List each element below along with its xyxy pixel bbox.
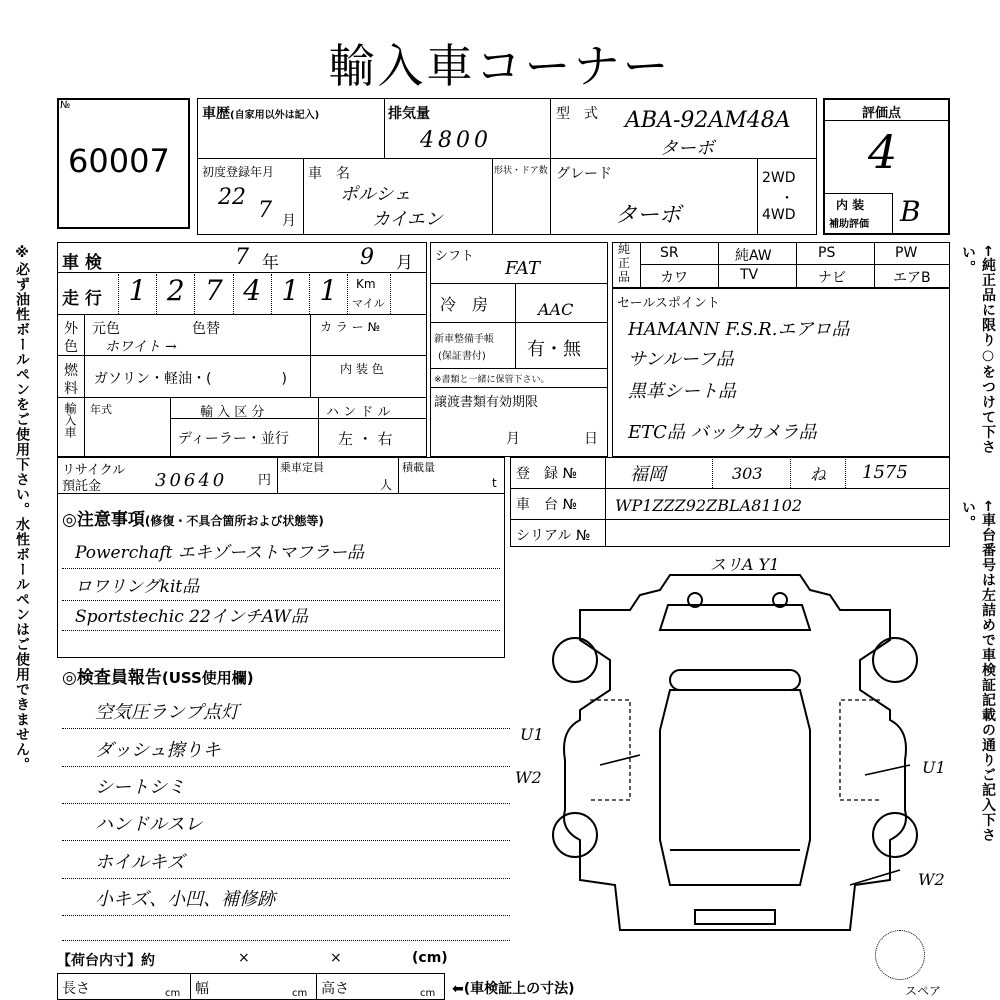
shaken-year: 7 bbox=[235, 245, 249, 270]
exterior-change-label: 色替 bbox=[192, 321, 220, 337]
inspector-line: 小キズ、小凹、補修跡 bbox=[95, 889, 276, 910]
fuel-label-bottom: 料 bbox=[64, 381, 78, 397]
recycle-label1: リサイクル bbox=[62, 463, 126, 478]
manual-label1: 新車整備手帳 bbox=[434, 334, 494, 345]
spare-circle bbox=[875, 930, 925, 980]
opt-sr: SR bbox=[660, 245, 679, 261]
car-name-label: 車 名 bbox=[308, 166, 350, 182]
registration-kana: ね bbox=[810, 465, 827, 484]
shaken-year-unit: 年 bbox=[262, 253, 279, 273]
car-damage-diagram bbox=[520, 550, 950, 950]
transfer-day-unit: 日 bbox=[584, 431, 598, 447]
recycle-label2: 預託金 bbox=[62, 479, 102, 494]
exterior-label-bottom: 色 bbox=[64, 339, 78, 355]
score-value: 4 bbox=[868, 125, 898, 179]
manual-value: 有・無 bbox=[527, 339, 581, 360]
dims-length: 長さ bbox=[62, 981, 90, 997]
mileage-digit: 7 bbox=[194, 274, 232, 314]
exterior-orig-value: ホワイト → bbox=[105, 339, 177, 355]
dims-height: 高さ bbox=[321, 981, 349, 997]
displacement-label: 排気量 bbox=[388, 106, 430, 122]
pure-label: 純 正 品 bbox=[618, 242, 631, 284]
capacity-label: 乗車定員 bbox=[280, 461, 324, 474]
interior-value: B bbox=[900, 195, 921, 228]
opt-pw: PW bbox=[895, 245, 918, 261]
fuel-label-top: 燃 bbox=[64, 363, 78, 379]
shift-value: FAT bbox=[505, 258, 540, 279]
aircon-value: AAC bbox=[538, 300, 574, 319]
diagram-mark: U1 bbox=[520, 725, 544, 744]
manual-note: ※書類と一緒に保管下さい。 bbox=[434, 375, 550, 385]
mileage-digit: 1 bbox=[118, 274, 156, 314]
drive-2wd: 2WD bbox=[762, 170, 796, 186]
shaken-label: 車 検 bbox=[62, 253, 102, 273]
diagram-mark: W2 bbox=[515, 768, 542, 787]
handle-label: ハ ン ド ル bbox=[326, 405, 391, 420]
grade-label: グレード bbox=[556, 166, 612, 182]
mileage-digits bbox=[118, 274, 348, 314]
displacement-value: 4800 bbox=[420, 128, 492, 153]
opt-leather: カワ bbox=[660, 270, 688, 286]
transfer-docs-label: 譲渡書類有効期限 bbox=[434, 395, 539, 410]
car-name-line1: ポルシェ bbox=[340, 184, 412, 205]
dims-height-cm: cm bbox=[420, 988, 436, 999]
import-label: 輸入車 bbox=[63, 402, 77, 438]
opt-tv: TV bbox=[740, 267, 759, 283]
model-label: 型 式 bbox=[556, 106, 598, 122]
mileage-unit-mile: マイル bbox=[352, 297, 385, 310]
chassis-label: 車 台 № bbox=[516, 497, 578, 513]
grade-value: ターボ bbox=[615, 203, 682, 228]
lot-number: 60007 bbox=[68, 142, 170, 180]
load-label: 積載量 bbox=[402, 461, 435, 474]
notes-line: ロワリングkit品 bbox=[75, 577, 200, 597]
inspector-line: シートシミ bbox=[95, 777, 185, 798]
first-reg-label: 初度登録年月 bbox=[202, 165, 275, 179]
fuel-value: ガソリン・軽油・( ) bbox=[94, 371, 287, 387]
opt-airbag: エアB bbox=[893, 270, 931, 286]
model-value: ABA-92AM48A bbox=[625, 108, 791, 133]
mileage-digit: 4 bbox=[233, 274, 271, 314]
mileage-digit: 1 bbox=[271, 274, 309, 314]
opt-navi: ナビ bbox=[818, 270, 846, 286]
chassis-value: WP1ZZZ92ZBLA81102 bbox=[615, 496, 803, 515]
cargo-x1: × bbox=[238, 950, 250, 966]
inspector-line: ダッシュ擦りキ bbox=[95, 740, 221, 761]
sales-label: セールスポイント bbox=[617, 296, 720, 311]
drive-4wd: 4WD bbox=[762, 207, 796, 223]
registration-area: 福岡 bbox=[630, 464, 666, 485]
opt-ps: PS bbox=[818, 245, 836, 261]
color-no-label: カ ラ ー № bbox=[320, 320, 380, 334]
transfer-month-unit: 月 bbox=[506, 431, 520, 447]
first-reg-month-unit: 月 bbox=[282, 213, 296, 229]
mileage-unit-km: Km bbox=[356, 277, 376, 291]
inspector-line: 空気圧ランプ点灯 bbox=[95, 702, 239, 723]
inspector-line: ハンドルスレ bbox=[95, 814, 203, 835]
first-reg-year: 22 bbox=[218, 185, 246, 210]
sales-line: ETC品 バックカメラ品 bbox=[628, 422, 817, 443]
sales-line: HAMANN F.S.R.エアロ品 bbox=[628, 319, 850, 340]
page-title: 輸入車コーナー bbox=[328, 39, 672, 93]
drive-dot: ・ bbox=[780, 191, 794, 207]
diagram-mark: U1 bbox=[922, 758, 946, 777]
dims-box bbox=[57, 973, 445, 1000]
diagram-mark: W2 bbox=[918, 870, 945, 889]
handle-value: 左 ・ 右 bbox=[338, 430, 393, 448]
manual-label2: (保証書付) bbox=[438, 351, 486, 362]
import-type-value: ディーラー・並行 bbox=[178, 431, 289, 447]
cargo-unit: (cm) bbox=[412, 950, 448, 966]
side-note-right-top: ←純正品に限り○をつけて下さい。 bbox=[960, 245, 996, 455]
body-doors-label: 形状・ドア数 bbox=[494, 166, 548, 176]
diagram-front-note: スリA Y1 bbox=[710, 555, 780, 574]
mileage-label: 走 行 bbox=[62, 289, 102, 309]
notes-line: Sportstechic 22インチAW品 bbox=[75, 607, 308, 627]
history-label: 車歴(自家用以外は記入) bbox=[202, 106, 320, 122]
dims-length-cm: cm bbox=[165, 988, 181, 999]
dims-width-cm: cm bbox=[292, 988, 308, 999]
dims-width: 幅 bbox=[195, 981, 209, 997]
inspector-label: ◎検査員報告(USS使用欄) bbox=[62, 668, 254, 688]
model-note: ターボ bbox=[660, 138, 714, 159]
import-year-label: 年式 bbox=[90, 403, 112, 416]
inspector-line: ホイルキズ bbox=[95, 852, 185, 873]
notes-label: ◎注意事項(修復・不具合箇所および状態等) bbox=[62, 510, 324, 530]
cargo-x2: × bbox=[330, 950, 342, 966]
import-type-label: 輸 入 区 分 bbox=[200, 405, 265, 420]
car-name-line2: カイエン bbox=[372, 209, 443, 230]
interior-sub: 補助評価 bbox=[829, 219, 869, 230]
spare-label: スペア bbox=[905, 984, 942, 998]
lot-no-label: № bbox=[60, 100, 71, 111]
mileage-digit: 1 bbox=[309, 274, 348, 314]
sales-line: 黒革シート品 bbox=[628, 381, 736, 402]
mileage-digit: 2 bbox=[156, 274, 194, 314]
sales-line: サンルーフ品 bbox=[628, 349, 734, 370]
opt-aw: 純AW bbox=[735, 248, 772, 264]
shift-label: シフト bbox=[435, 249, 475, 264]
aircon-label: 冷 房 bbox=[440, 295, 489, 314]
registration-class: 303 bbox=[732, 464, 763, 483]
dims-note: ⬅(車検証上の寸法) bbox=[452, 981, 575, 997]
shaken-month: 9 bbox=[360, 245, 374, 270]
exterior-label-top: 外 bbox=[64, 321, 78, 337]
side-note-left: ※必ず油性ボールペンをご使用下さい。水性ボールペンはご使用できません。 bbox=[14, 245, 30, 772]
interior-label: 内 装 bbox=[836, 198, 865, 212]
side-note-right-bottom: ←車台番号は左詰めで車検証記載の通りご記入下さい。 bbox=[960, 500, 996, 843]
capacity-unit: 人 bbox=[380, 478, 393, 492]
score-label: 評価点 bbox=[862, 106, 902, 121]
load-unit: t bbox=[492, 476, 497, 490]
interior-color-label: 内 装 色 bbox=[340, 362, 384, 376]
exterior-orig-label: 元色 bbox=[92, 321, 120, 337]
notes-line: Powerchaft エキゾーストマフラー品 bbox=[75, 543, 365, 563]
registration-number: 1575 bbox=[862, 462, 908, 483]
registration-label: 登 録 № bbox=[516, 466, 578, 482]
recycle-value: 30640 bbox=[155, 470, 228, 491]
recycle-unit: 円 bbox=[258, 473, 272, 488]
serial-label: シリアル № bbox=[516, 528, 591, 544]
cargo-label: 【荷台内寸】約 bbox=[57, 953, 155, 969]
shaken-month-unit: 月 bbox=[396, 253, 413, 273]
first-reg-month: 7 bbox=[258, 198, 272, 223]
